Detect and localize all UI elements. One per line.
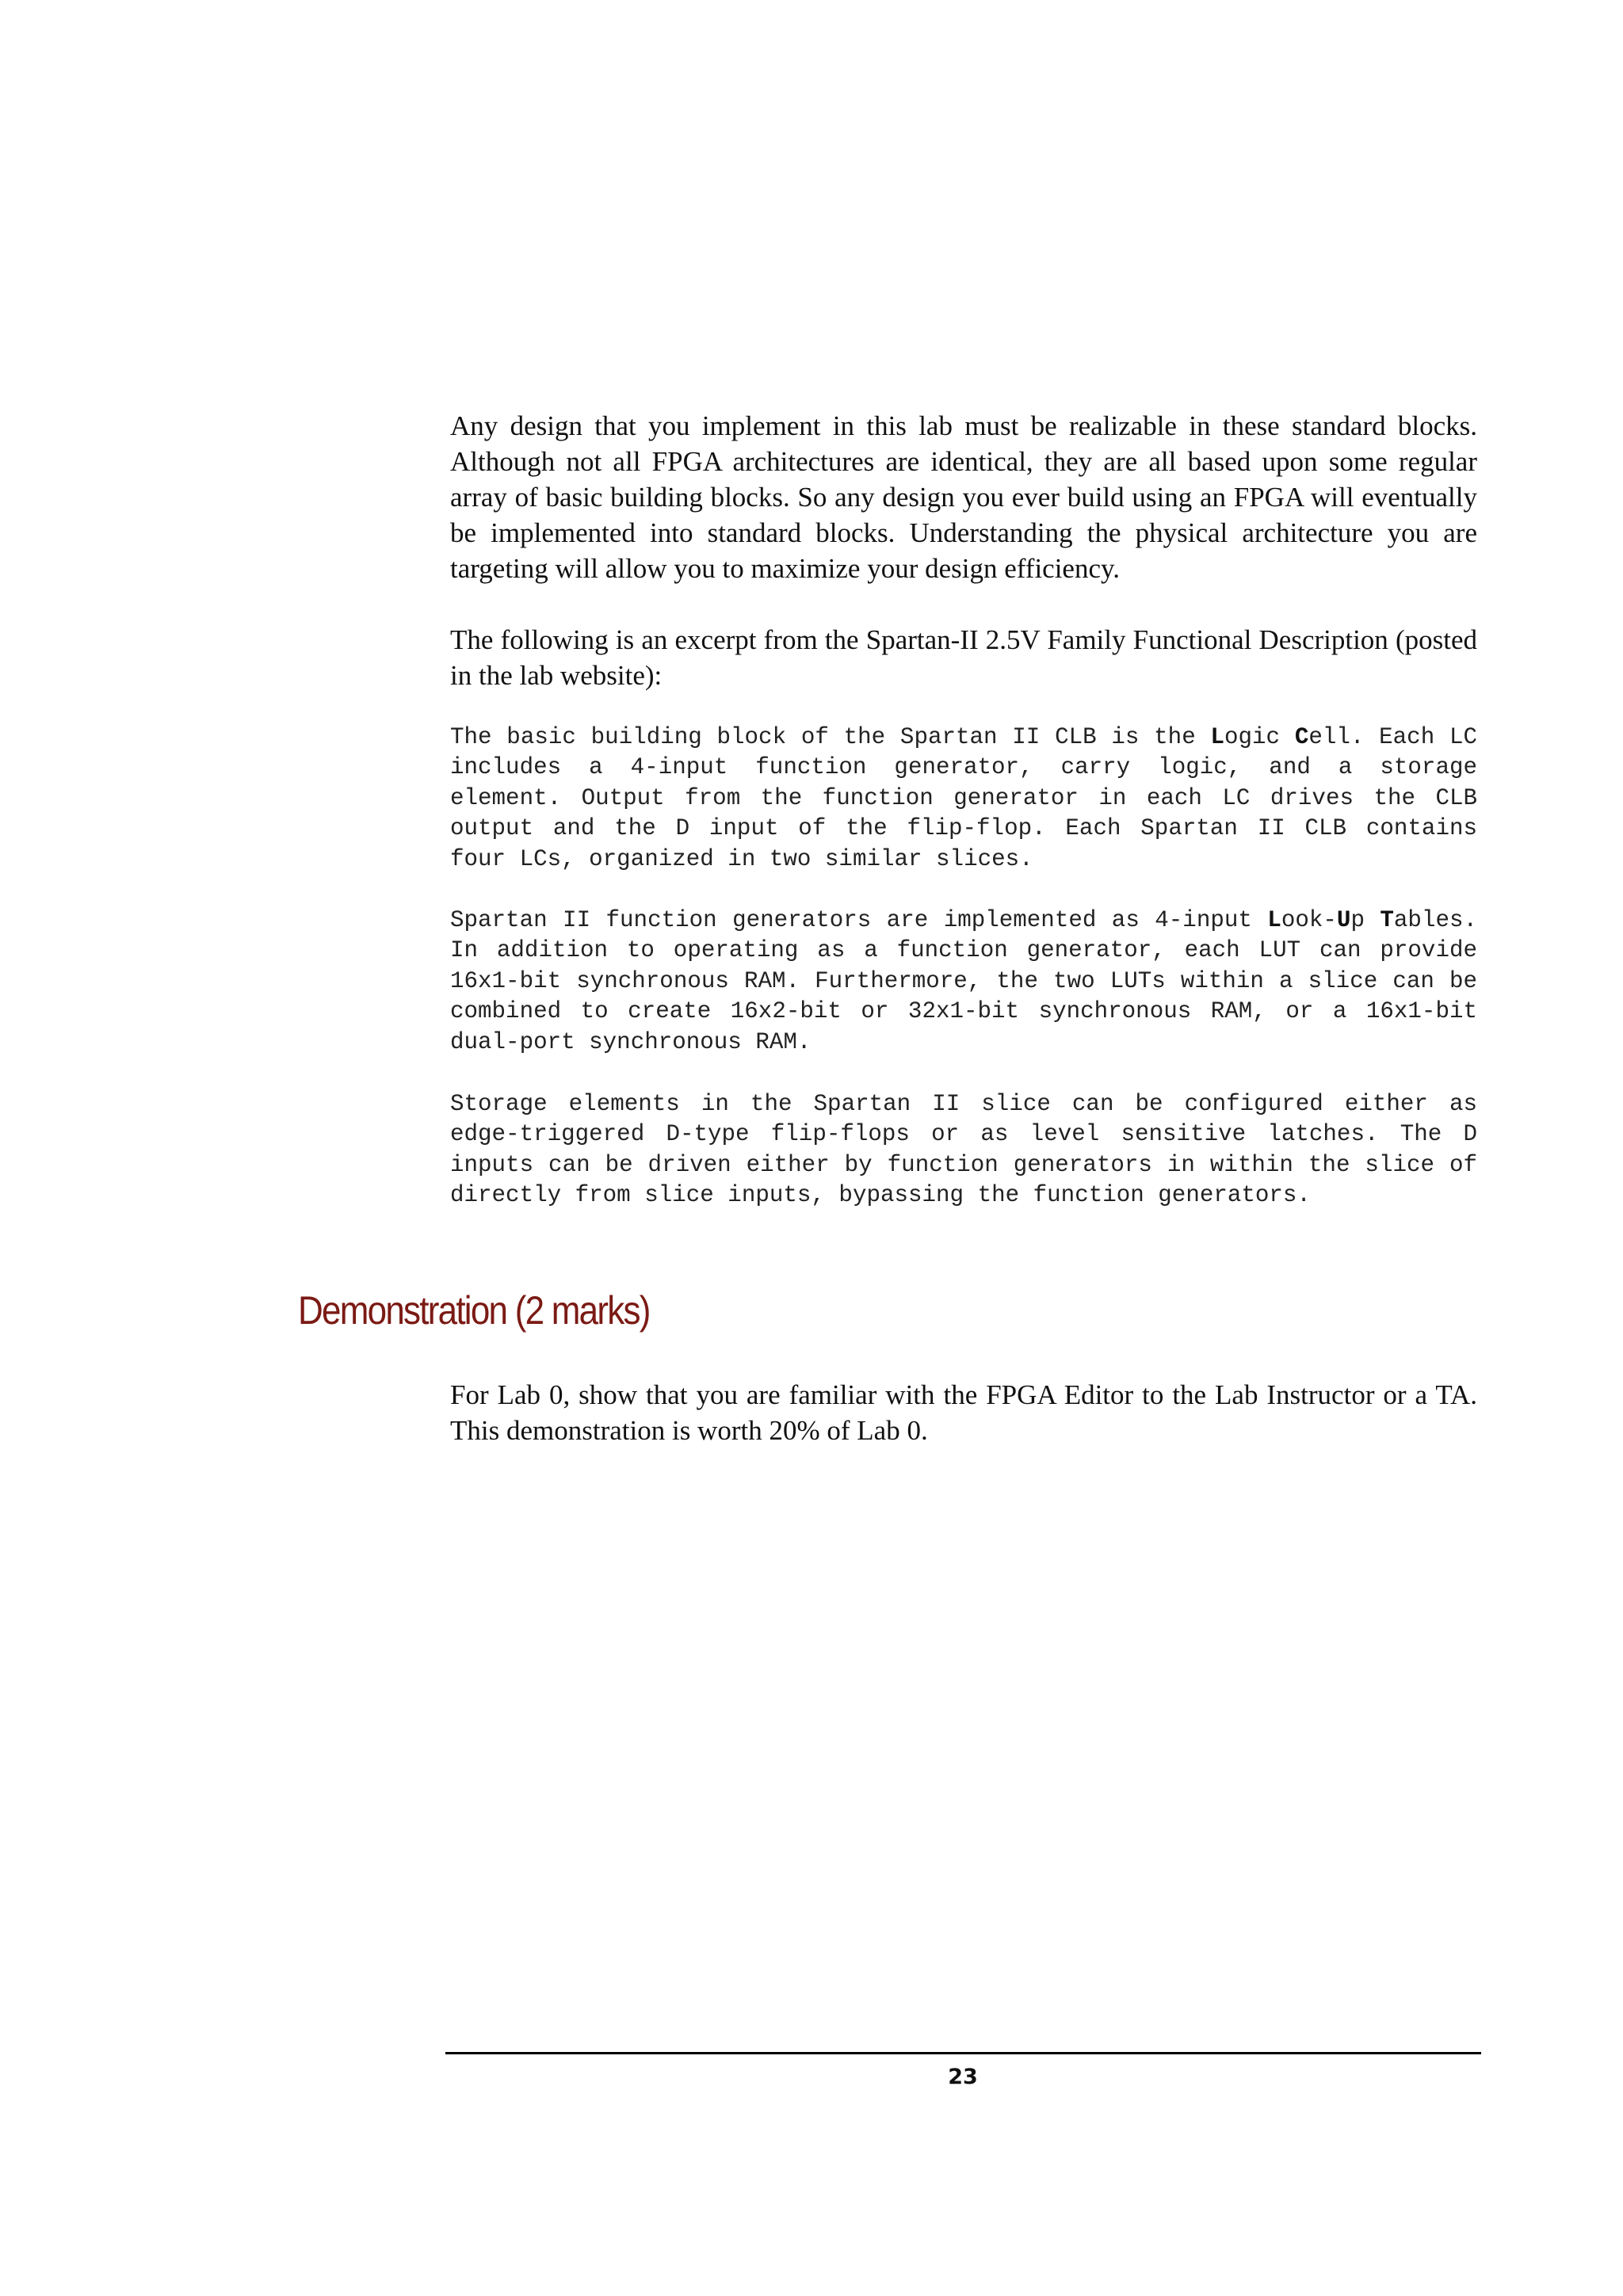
bold-initial: L <box>1267 907 1281 933</box>
excerpt-paragraph-storage: Storage elements in the Spartan II slice can be configured either as edge-triggered D-type flip-flops or as level sensitive latches. The D inputs can be driven either by function generators in within the slice of directly from slice inputs, bypassing the function generators. <box>450 1091 1477 1209</box>
footer-divider <box>445 2052 1481 2054</box>
bold-initial: C <box>1294 724 1309 750</box>
bold-initial: U <box>1336 907 1351 933</box>
excerpt-text: p <box>1350 907 1381 933</box>
excerpt-intro-paragraph: The following is an excerpt from the Spartan-II 2.5V Family Functional Description (posted in the lab website): <box>450 624 1477 691</box>
excerpt-text: ell. Each LC includes a 4-input function generator, carry logic, and a storage element. Output from the function generator in each LC drives the CLB output and the D input of the flip-flop. Each Spartan II CLB contains four LCs, organized in two similar slices. <box>450 724 1477 872</box>
bold-initial: T <box>1380 907 1394 933</box>
section-heading: Demonstration (2 marks) <box>298 1288 650 1333</box>
bold-initial: L <box>1210 724 1224 750</box>
intro-paragraph: Any design that you implement in this lab must be realizable in these standard blocks. Although not all FPGA architectures are identical, they are all based upon some regular array of basic building blocks. So any design you ever build using an FPGA will eventually be implemented into standard blocks. Understanding the physical architecture you are targeting will allow you to maximize your design efficiency. <box>450 410 1477 584</box>
excerpt-text: ables. In addition to operating as a function generator, each LUT can provide 16x1-bit synchronous RAM. Furthermore, the two LUTs within a slice can be combined to create 16x2-bit or 32x1-bit synchronous RAM, or a 16x1-bit dual-port synchronous RAM. <box>450 907 1478 1055</box>
page-number: 23 <box>948 2065 978 2089</box>
excerpt-text: Spartan II function generators are implemented as 4-input <box>450 907 1268 933</box>
excerpt-paragraph-lut <box>450 906 1477 1058</box>
excerpt-paragraph-logic-cell <box>450 723 1477 875</box>
excerpt-text: ogic <box>1224 724 1295 750</box>
excerpt-text: The basic building block of the Spartan II CLB is the <box>450 724 1211 750</box>
excerpt-text: ook- <box>1281 907 1337 933</box>
demonstration-paragraph: For Lab 0, show that you are familiar with the FPGA Editor to the Lab Instructor or a TA. This demonstration is worth 20% of Lab 0. <box>450 1379 1477 1446</box>
